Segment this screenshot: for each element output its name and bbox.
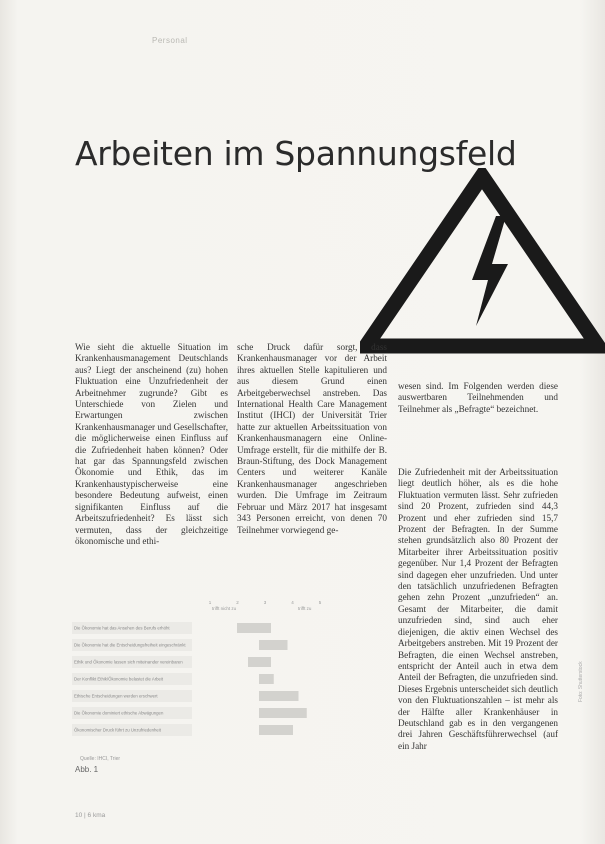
axis-label-right: trifft zu: [298, 606, 312, 611]
chart-bar: [259, 674, 274, 684]
category-label: Der Konflikt Ethik/Ökonomie belastet die Arbeit: [74, 676, 164, 682]
figure-label: Abb. 1: [75, 765, 99, 774]
tick-label: 4: [291, 600, 294, 605]
category-label: Die Ökonomie hat die Entscheidungsfreiheit eingeschränkt: [74, 642, 186, 648]
tick-label: 1: [208, 600, 212, 605]
paragraph: sche Druck dafür sorgt, dass Krankenhausmanager vor der Arbeit ihres aktuellen Stelle kapitulieren und aus diesem Grund einen Arbeitgeberwechsel anstreben. Das International Health Care Management Institut (IHCI) der Universität Trier hatte zur aktuellen Arbeitssituation von Krankenhausmanagern eine Online-Umfrage erstellt, für die mithilfe der B. Braun-Stiftung, des Dock Management Centers und weiterer Kanäle Krankenhausmanager angeschrieben wurden. Die Umfrage im Zeitraum Februar und März 2017 hat insgesamt 343 Personen erreicht, von denen 70 Teilnehmer vorwiegend ge-: [237, 342, 387, 535]
tick-label: 5: [318, 600, 322, 605]
figure-chart: [70, 600, 332, 770]
article-title: Arbeiten im Spannungsfeld: [75, 134, 517, 174]
article-column-3-top: [398, 381, 558, 415]
high-voltage-warning-icon: [360, 168, 605, 358]
article-column-1: [75, 342, 228, 547]
chart-bar: [259, 691, 299, 701]
tick-label: 2: [236, 600, 239, 605]
category-label: Die Ökonomie dominiert ethische Abwägungen: [74, 710, 164, 716]
paragraph: Die Zufriedenheit mit der Arbeitssituation liegt deutlich höher, als es die hohe Fluktuation vermuten lässt. Sehr zufrieden sind 20 Prozent, zufrieden sind 44,3 Prozent und eher zufrieden sind 15,7 Prozent der Befragten. In der Summe stehen grundsätzlich also 80 Prozent der Mitarbeiter ihrer Arbeitssituation positiv gegenüber. Nur 1,4 Prozent der Befragten sind dagegen eher unzufrieden. Und unter den tatsächlich unzufriedenen Befragten gehen zehn Prozent „unzufrieden“ an. Gesamt der Mitarbeiter, die damit unzufrieden sind, sind auch eher diejenigen, die aktiv einen Wechsel des Arbeitgebers anstreben. Mit 19 Prozent der Befragten, die einen Wechsel anstreben, entspricht der Anteil auch in etwa dem Anteil der Befragten, die unzufrieden sind. Dieses Ergebnis unterscheidet sich deutlich von den Fluktuationszahlen – ist mehr als der Hälfte aller Krankenhäuser in Deutschland gab es in den vergangenen drei Jahren Geschäftsführerwechsel (auf ein Jahr: [398, 467, 558, 751]
paragraph: wesen sind. Im Folgenden werden diese auswertbaren Teilnehmenden und Teilnehmer als „Befragte“ bezeichnet.: [398, 381, 558, 414]
figure-source: Quelle: IHCI, Trier: [80, 756, 121, 762]
photo-credit: Foto: Shutterstock: [578, 661, 584, 702]
chart-bar: [248, 657, 271, 667]
category-label: Ethische Entscheidungen werden erschwert: [74, 693, 158, 699]
paragraph: Wie sieht die aktuelle Situation im Krankenhausmanagement Deutschlands aus? Liegt der anscheinend (zu) hohen Fluktuation eine Unzufriedenheit der Arbeitnehmer zugrunde? Gibt es Unterschiede von Zielen und Erwartungen zwischen Krankenhausmanager und Gesellschafter, die möglicherweise einen Einfluss auf die Zufriedenheit haben können? Oder hat gar das Spannungsfeld zwischen Ökonomie und Ethik, das im Krankenhaustypischerweise eine besondere Bedeutung aufweist, einen signifikanten Einfluss auf die Arbeitszufriedenheit? Es lässt sich vermuten, dass der gleichzeitige ökonomische und ethi-: [75, 342, 228, 546]
category-label: Ökonomischer Druck führt zu Unzufriedenheit: [74, 727, 161, 733]
chart-bar: [259, 708, 307, 718]
tick-label: 3: [263, 600, 267, 605]
chart-bar: [237, 623, 271, 633]
chart-bar: [259, 725, 293, 735]
page-footer: 10 | 6 kma: [75, 812, 106, 819]
article-column-2: [237, 342, 387, 536]
axis-label-left: trifft nicht zu: [212, 606, 237, 611]
chart-bar: [259, 640, 288, 650]
article-column-3: [398, 467, 558, 752]
category-label: Die Ökonomie hat das Ansehen des Berufs erhöht: [74, 625, 170, 631]
chart-svg: [70, 600, 332, 750]
section-label: Personal: [152, 36, 188, 45]
category-label: Ethik und Ökonomie lassen sich miteinander vereinbaren: [74, 659, 183, 665]
